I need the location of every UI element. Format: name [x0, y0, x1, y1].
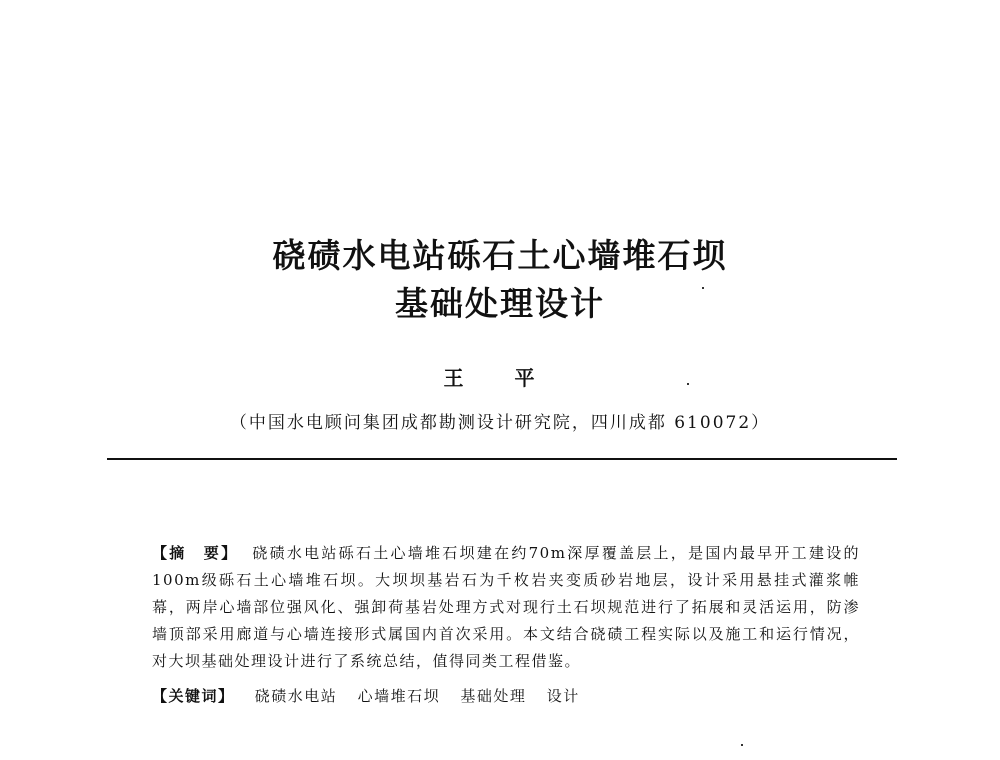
- keyword-item: 硗碛水电站: [254, 687, 338, 705]
- scan-speck: [687, 383, 689, 385]
- keyword-item: 心墙堆石坝: [357, 687, 441, 705]
- keyword-item: 设计: [546, 687, 580, 705]
- abstract-section: [152, 540, 860, 675]
- paper-title-line-1: 硗碛水电站砾石土心墙堆石坝: [272, 236, 728, 275]
- abstract-label: 【摘 要】: [152, 544, 239, 562]
- author-affiliation: （中国水电顾问集团成都勘测设计研究院，四川成都 610072）: [229, 413, 771, 433]
- keywords-section: [152, 685, 860, 706]
- scan-speck: [702, 287, 704, 289]
- keyword-item: 基础处理: [460, 687, 527, 705]
- paper-title-line-2: 基础处理设计: [395, 284, 605, 323]
- abstract-text: 硗碛水电站砾石土心墙堆石坝建在约70m深厚覆盖层上，是国内最早开工建设的100m级砾石土心墙堆石坝。大坝坝基岩石为千枚岩夹变质砂岩地层，设计采用悬挂式灌浆帷幕，两岸心墙部位强风化、强卸荷基岩处理方式对现行土石坝规范进行了拓展和灵活运用，防渗墙顶部采用廊道与心墙连接形式属国内首次采用。本文结合硗碛工程实际以及施工和运行情况，对大坝基础处理设计进行了系统总结，值得同类工程借鉴。: [152, 544, 860, 670]
- header-divider: [107, 458, 897, 460]
- keywords-label: 【关键词】: [152, 687, 235, 705]
- author-name: 王 平: [443, 366, 557, 390]
- scan-speck: [741, 744, 743, 746]
- title-block: [0, 232, 1000, 328]
